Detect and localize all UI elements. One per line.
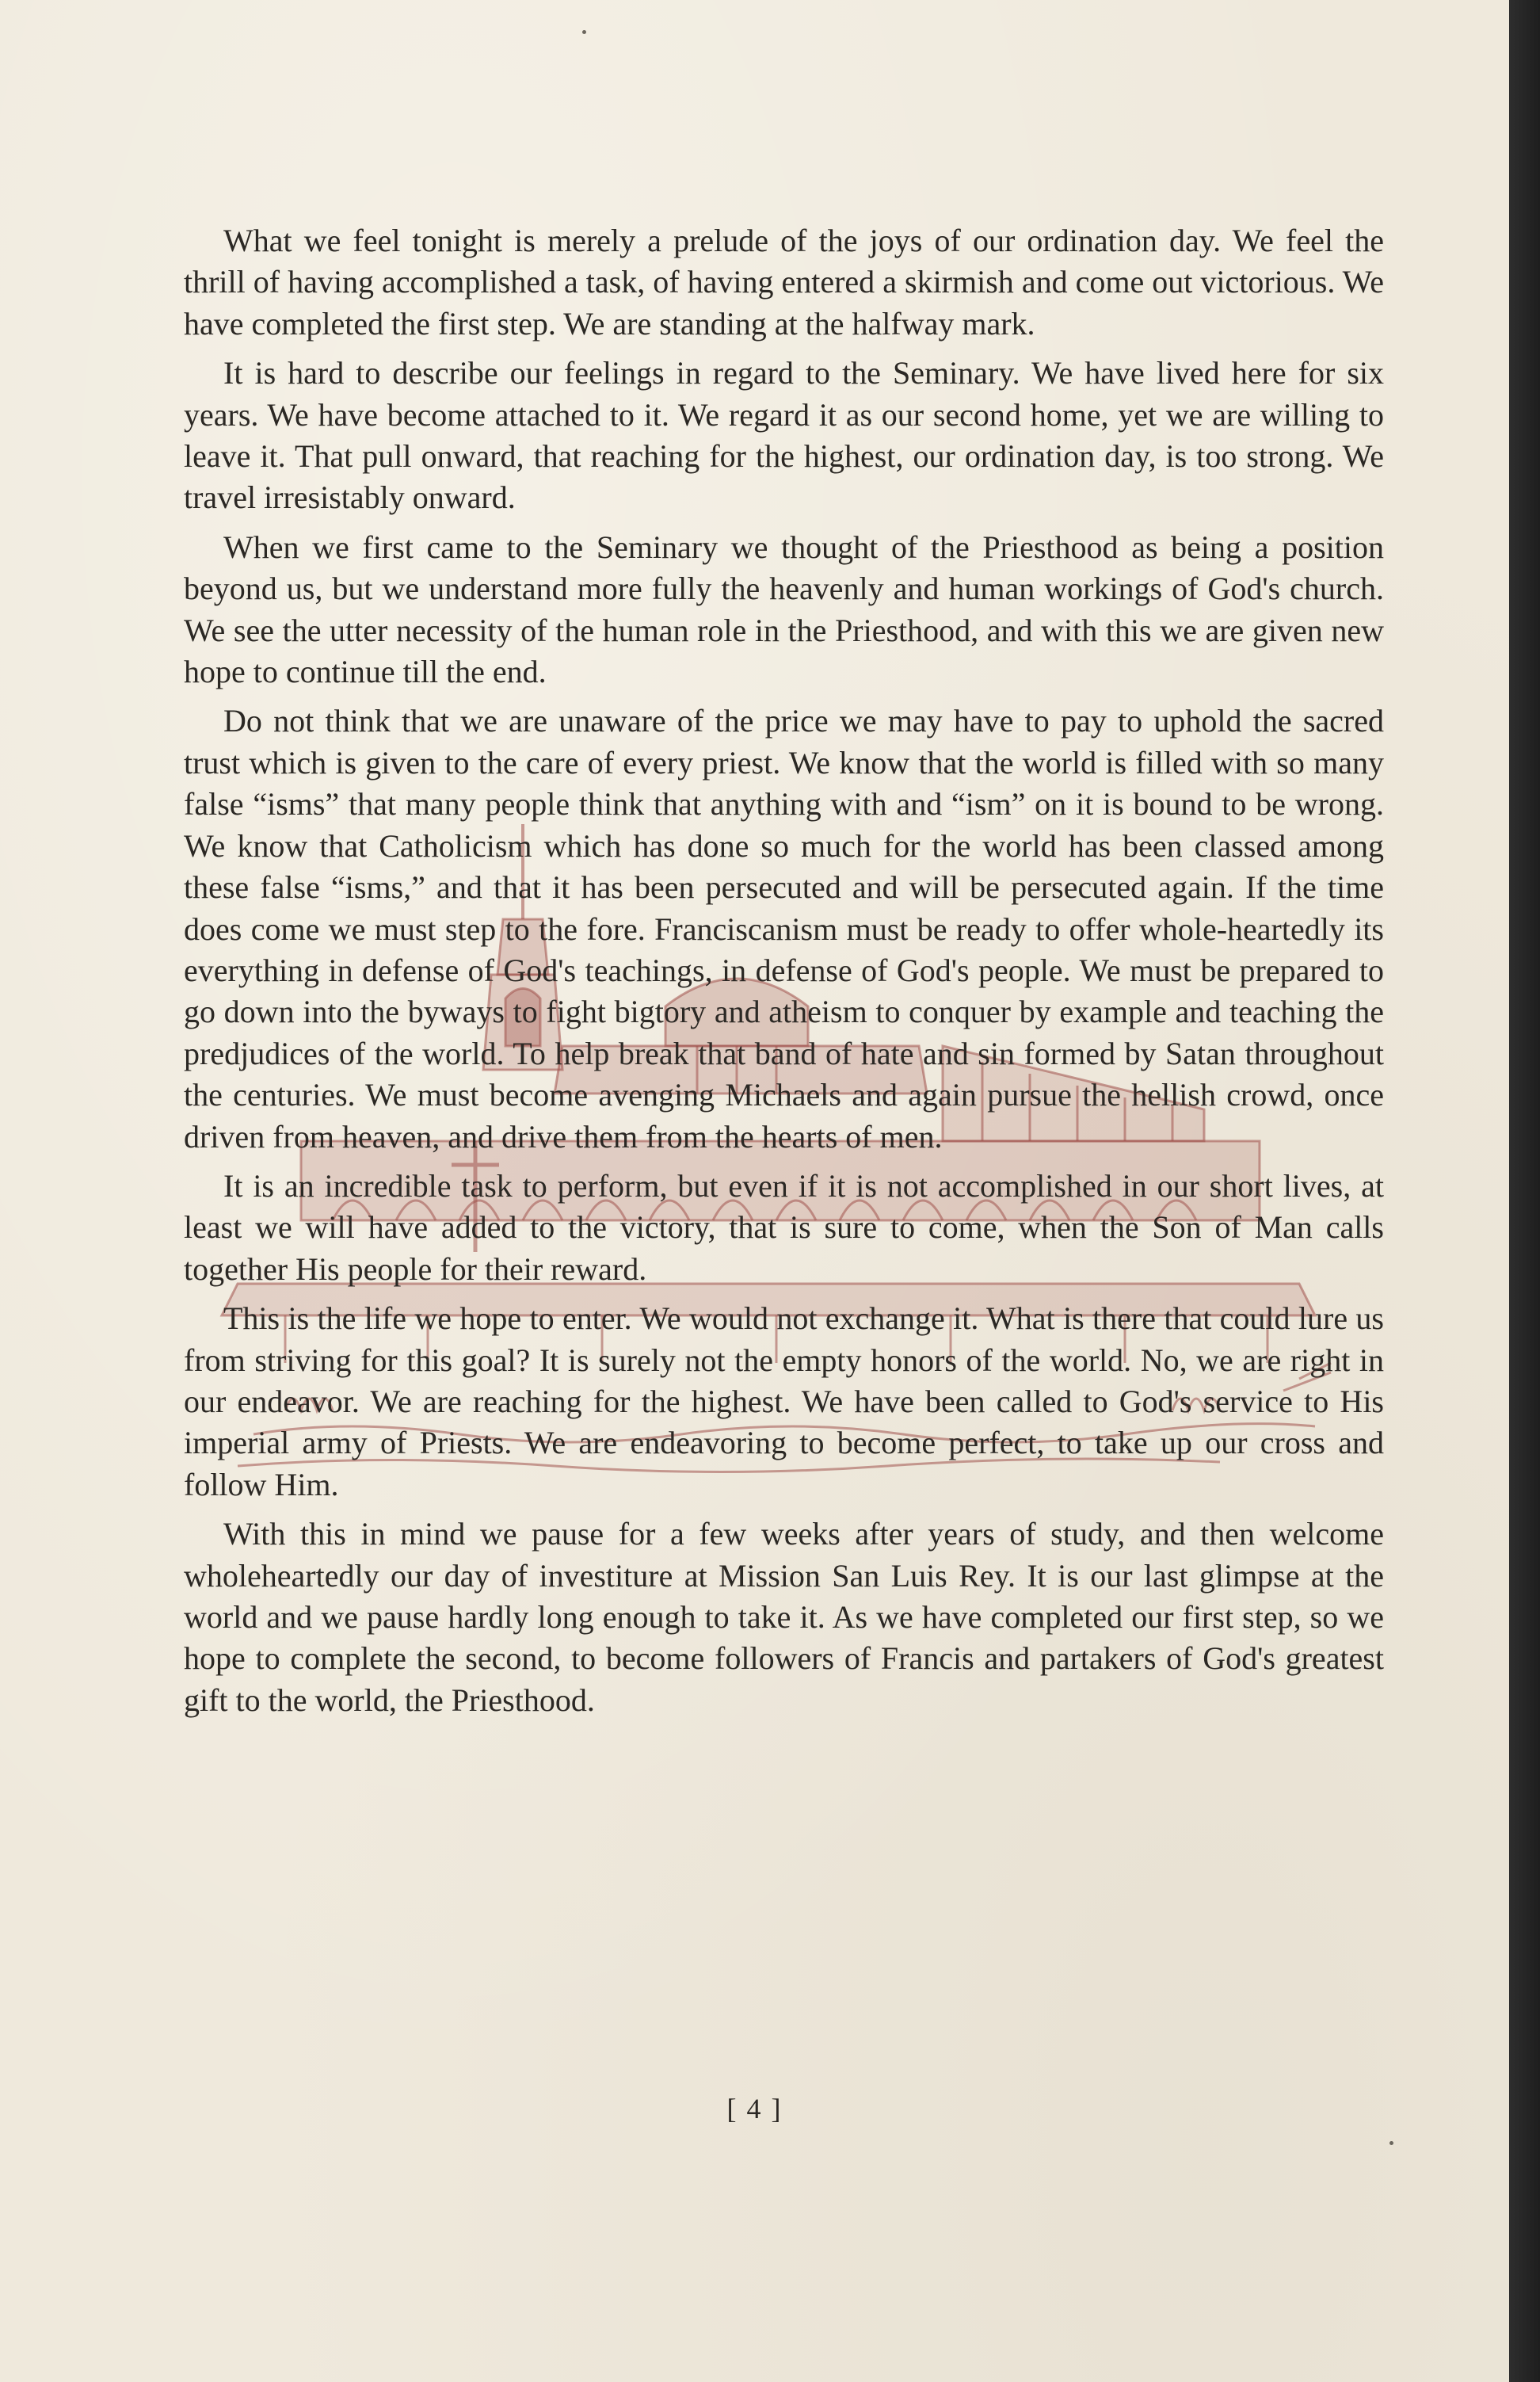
paragraph: It is an incredible task to perform, but even if it is not accomplished in our short lives, at least we will have added to the victory, that is sure to come, when the Son of Man calls together His people for their reward. <box>184 1167 1384 1287</box>
paragraph: When we first came to the Seminary we thought of the Priesthood as being a position beyond us, but we understand more fully the heavenly and human workings of God's church. We see the utter necessity of the human role in the Priesthood, and with this we are given new hope to continue till the end. <box>184 529 1384 690</box>
paragraph: This is the life we hope to enter. We would not exchange it. What is there that could lure us from striving for this goal? It is surely not the empty honors of the world. No, we are right in our endeavor. We are reaching for the highest. We have been called to God's service to His imperial army of Priests. We are endeavoring to become perfect, to take up our cross and follow Him. <box>184 1300 1384 1502</box>
paragraph: It is hard to describe our feelings in regard to the Seminary. We have lived here for six years. We have become attached to it. We regard it as our second home, yet we are willing to leave it. That pull onward, that reaching for the highest, our ordination day, is too strong. We travel irresistably onward. <box>184 355 1384 516</box>
paragraph: What we feel tonight is merely a prelude of the joys of our ordination day. We feel the thrill of having accomplished a task, of having entered a skirmish and come out victorious. We have completed the first step. We are standing at the halfway mark. <box>184 223 1384 342</box>
paragraph: With this in mind we pause for a few weeks after years of study, and then welcome wholeheartedly our day of investiture at Mission San Luis Rey. It is our last glimpse at the world and we pause hardly long enough to take it. As we have completed our first step, so we hope to complete the second, to become followers of Francis and partakers of God's greatest gift to the world, the Priesthood. <box>184 1516 1384 1718</box>
paper-speck <box>582 30 586 34</box>
page-edge <box>1509 0 1540 2382</box>
paper-speck <box>1389 2141 1393 2145</box>
paragraph: Do not think that we are unaware of the price we may have to pay to uphold the sacred trust which is given to the care of every priest. We know that the world is filled with so many false “isms” that many people think that anything with and “ism” on it is bound to be wrong. We know that Catholicism which has done so much for the world has been classed among these false “isms,” and that it has been persecuted and will be persecuted again. If the time does come we must step to the fore. Franciscanism must be ready to offer whole-heartedly its everything in defense of God's teachings, in defense of God's people. We must be prepared to go down into the byways to fight bigtory and atheism to conquer by example and teaching the predjudices of the world. To help break that band of hate and sin formed by Satan throughout the centuries. We must become avenging Michaels and again pursue the hellish crowd, once driven from heaven, and drive them from the hearts of men. <box>184 703 1384 1155</box>
article-body <box>184 220 1384 1729</box>
page-number: [ 4 ] <box>726 2093 783 2124</box>
